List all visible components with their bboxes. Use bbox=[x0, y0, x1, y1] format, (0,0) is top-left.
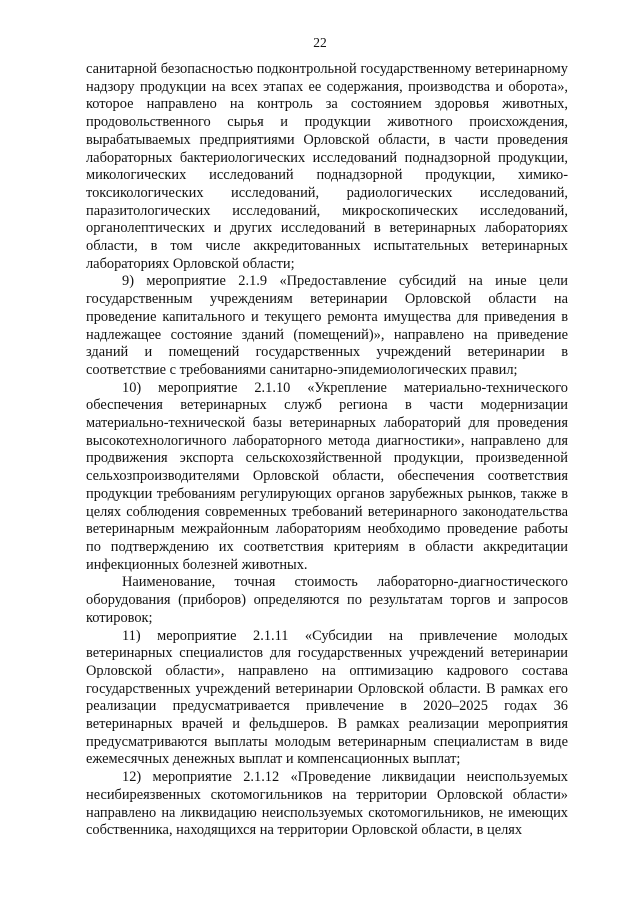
paragraph-item-9: 9) мероприятие 2.1.9 «Предоставление субсидий на иные цели государственным учреждениям ветеринарии Орловской области на проведение капитального и текущего ремонта имущества для приведения в надлежащее состояние зданий (помещений)», направлено на приведение зданий и помещений государственных учреждений ветеринарии в соответствие с требованиями санитарно-эпидемиологических правил; bbox=[86, 273, 568, 378]
paragraph-continuation: санитарной безопасностью подконтрольной государственному ветеринарному надзору продукции на всех этапах ее содержания, производства и оборота», которое направлено на контроль за состоянием здоровья животных, продовольственного сырья и продукции животного происхождения, вырабатываемых предприятиями Орловской области, в части проведения лабораторных бактериологических исследований поднадзорной продукции, микологических исследований поднадзорной продукции, химико-токсикологических исследований, радиологических исследований, паразитологических исследований, микроскопических исследований, органолептических и других исследований в ветеринарных лабораториях области, в том числе аккредитованных испытательных ветеринарных лабораториях Орловской области; bbox=[86, 61, 568, 272]
body-text bbox=[86, 61, 568, 840]
paragraph-item-12: 12) мероприятие 2.1.12 «Проведение ликвидации неиспользуемых несибиреязвенных скотомогильников на территории Орловской области» направлено на ликвидацию неиспользуемых скотомогильников, не имеющих собственника, находящихся на территории Орловской области, в целях bbox=[86, 769, 568, 839]
paragraph-equipment-note: Наименование, точная стоимость лабораторно-диагностического оборудования (приборов) определяются по результатам торгов и запросов котировок; bbox=[86, 574, 568, 626]
page-number: 22 bbox=[313, 35, 327, 50]
paragraph-item-10: 10) мероприятие 2.1.10 «Укрепление материально-технического обеспечения ветеринарных служб региона в части модернизации материально-технической базы ветеринарных лабораторий для проведения высокотехнологичного лабораторного метода диагностики», направлено для продвижения экспорта сельскохозяйственной продукции, произведенной сельхозпроизводителями Орловской области, обеспечения соответствия продукции требованиям регулирующих органов зарубежных рынков, также в целях соблюдения современных требований ветеринарного законодательства ветеринарным межрайонным лабораториям необходимо проведение работы по подтверждению их соответствия критериям в области аккредитации инфекционных болезней животных. bbox=[86, 379, 568, 573]
paragraph-item-11: 11) мероприятие 2.1.11 «Субсидии на привлечение молодых ветеринарных специалистов для государственных учреждений ветеринарии Орловской области», направлено на оптимизацию кадрового состава государственных учреждений ветеринарии Орловской области. В рамках его реализации предусматривается привлечение в 2020–2025 годах 36 ветеринарных врачей и фельдшеров. В рамках реализации мероприятия предусматриваются выплаты молодым ветеринарным специалистам в виде ежемесячных денежных выплат и компенсационных выплат; bbox=[86, 627, 568, 768]
